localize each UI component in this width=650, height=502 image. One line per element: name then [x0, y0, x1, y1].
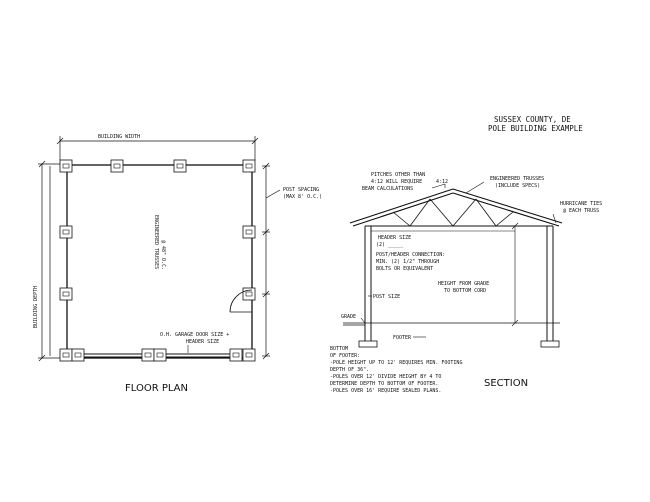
title-line-2: POLE BUILDING EXAMPLE [488, 124, 583, 133]
footers [359, 341, 559, 347]
connection-note-1: POST/HEADER CONNECTION: [376, 252, 446, 258]
title-line-1: SUSSEX COUNTY, DE [494, 115, 571, 124]
grade-line [343, 323, 560, 325]
posts-right [243, 226, 255, 300]
roof-line [350, 189, 562, 226]
pitches-note-1: PITCHES OTHER THAN [371, 172, 426, 178]
garage-door-label: O.H. GARAGE DOOR SIZE + [160, 332, 230, 338]
header-size-value: (2) _____ [376, 242, 404, 248]
pitches-note-3: BEAM CALCULATIONS [362, 186, 414, 192]
bottom-of-footer-1: BOTTOM [330, 346, 349, 352]
floor-plan-title: FLOOR PLAN [125, 383, 188, 394]
floor-plan [33, 134, 322, 394]
engineered-trusses-label: ENGINEERED TRUSSES [490, 176, 545, 182]
hurricane-ties-label: HURRICANE TIES [560, 201, 603, 207]
bottom-of-footer-2: OF FOOTER: [330, 353, 361, 359]
depth-dimension [38, 161, 60, 361]
post-spacing-label: POST SPACING [283, 187, 320, 193]
post-spacing-dimension [262, 163, 280, 359]
posts-top [60, 160, 255, 172]
footer-note-3: -POLES OVER 12' DIVIDE HEIGHT BY 4 TO [330, 374, 442, 380]
width-dimension [57, 136, 258, 160]
title-block [488, 115, 583, 133]
height-note-1: HEIGHT FROM GRADE [438, 281, 490, 287]
connection-note-2: MIN. (2) 1/2" THROUGH [376, 259, 440, 265]
grade-label: GRADE [341, 314, 357, 320]
section-view [330, 172, 602, 394]
hurricane-ties-spacing: @ EACH TRUSS [563, 208, 600, 214]
footer-label: FOOTER [393, 335, 412, 341]
engineered-trusses-specs: (INCLUDE SPECS) [495, 183, 541, 189]
pitches-note-2: 4:12 WILL REQUIRE [371, 179, 423, 185]
building-depth-label: BUILDING DEPTH [33, 285, 39, 328]
header-size-label: HEADER SIZE [378, 235, 412, 241]
pitch-value: 4:12 [436, 179, 449, 185]
section-title: SECTION [484, 378, 529, 389]
footer-note-1: -POLE HEIGHT UP TO 12' REQUIRES MIN. FOOTING [330, 360, 463, 366]
post-size-label: POST SIZE [373, 294, 401, 300]
footer-note-2: DEPTH OF 36". [330, 367, 370, 373]
post-spacing-max: (MAX 8' O.C.) [283, 194, 323, 200]
connection-note-3: BOLTS OR EQUIVALENT [376, 266, 434, 272]
footer-note-4: DETERMINE DEPTH TO BOTTOM OF FOOTER. [330, 381, 439, 387]
height-note-2: TO BOTTOM CORD [444, 288, 487, 294]
footer-note-5: -POLES OVER 16' REQUIRE SEALED PLANS. [330, 388, 442, 394]
garage-door-header: HEADER SIZE [186, 339, 220, 345]
trusses-spacing: @ 48" O.C. [160, 240, 166, 271]
height-dimension [512, 223, 518, 326]
posts-left [60, 226, 72, 300]
trusses-label: ENGINEERED TRUSSES [153, 215, 159, 270]
building-width-label: BUILDING WIDTH [98, 134, 141, 140]
